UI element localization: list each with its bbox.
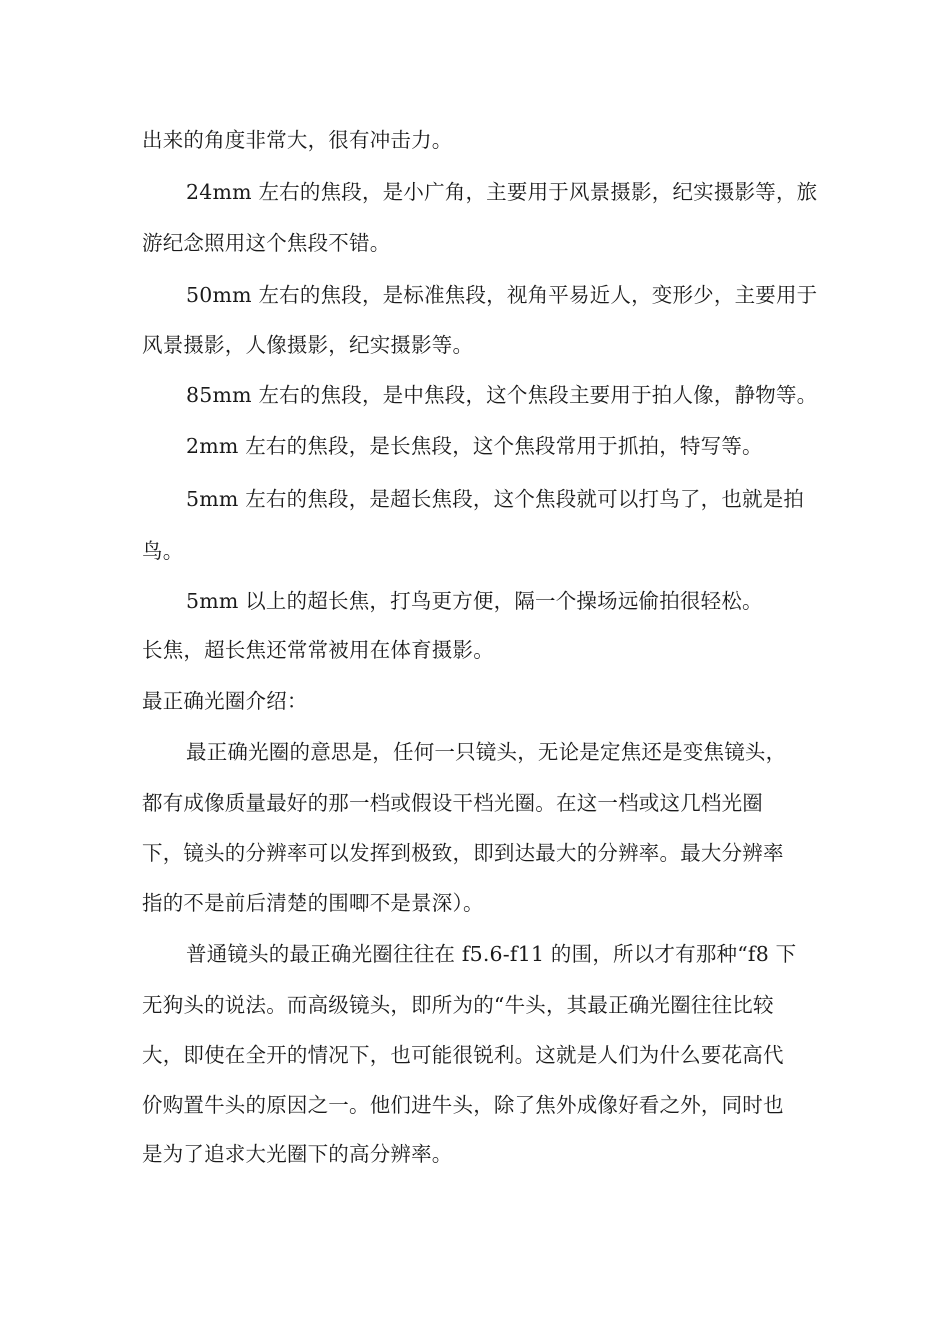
text-line: 85mm 左右的焦段，是中焦段，这个焦段主要用于拍人像，静物等。 <box>186 383 818 407</box>
text-line: 2mm 左右的焦段，是长焦段，这个焦段常用于抓拍，特写等。 <box>186 434 763 458</box>
text-line: 24mm 左右的焦段，是小广角，主要用于风景摄影，纪实摄影等，旅 <box>186 180 818 204</box>
section-heading: 最正确光圈介绍： <box>142 689 308 713</box>
text-line: 出来的角度非常大，很有冲击力。 <box>142 128 453 152</box>
text-line: 5mm 左右的焦段，是超长焦段，这个焦段就可以打鸟了，也就是拍 <box>186 487 805 511</box>
text-line: 游纪念照用这个焦段不错。 <box>142 231 391 255</box>
text-line: 价购置牛头的原因之一。他们进牛头，除了焦外成像好看之外，同时也 <box>142 1093 784 1117</box>
text-line: 都有成像质量最好的那一档或假设干档光圈。在这一档或这几档光圈 <box>142 791 763 815</box>
text-line: 下，镜头的分辨率可以发挥到极致，即到达最大的分辨率。最大分辨率 <box>142 841 784 865</box>
text-line: 50mm 左右的焦段，是标准焦段，视角平易近人，变形少，主要用于 <box>186 283 818 307</box>
text-line: 是为了追求大光圈下的高分辨率。 <box>142 1142 453 1166</box>
text-line: 长焦，超长焦还常常被用在体育摄影。 <box>142 638 494 662</box>
text-line: 最正确光圈的意思是，任何一只镜头，无论是定焦还是变焦镜头， <box>186 740 787 764</box>
text-line: 鸟。 <box>142 539 184 563</box>
text-line: 5mm 以上的超长焦，打鸟更方便，隔一个操场远偷拍很轻松。 <box>186 589 763 613</box>
text-line: 无狗头的说法。而高级镜头，即所为的“牛头，其最正确光圈往往比较 <box>142 993 774 1017</box>
text-line: 普通镜头的最正确光圈往往在 f5.6-f11 的围，所以才有那种“f8 下 <box>186 942 797 966</box>
text-line: 大，即使在全开的情况下，也可能很锐利。这就是人们为什么要花高代 <box>142 1043 784 1067</box>
text-line: 指的不是前后清楚的围唧不是景深）。 <box>142 891 484 915</box>
text-line: 风景摄影，人像摄影，纪实摄影等。 <box>142 333 474 357</box>
